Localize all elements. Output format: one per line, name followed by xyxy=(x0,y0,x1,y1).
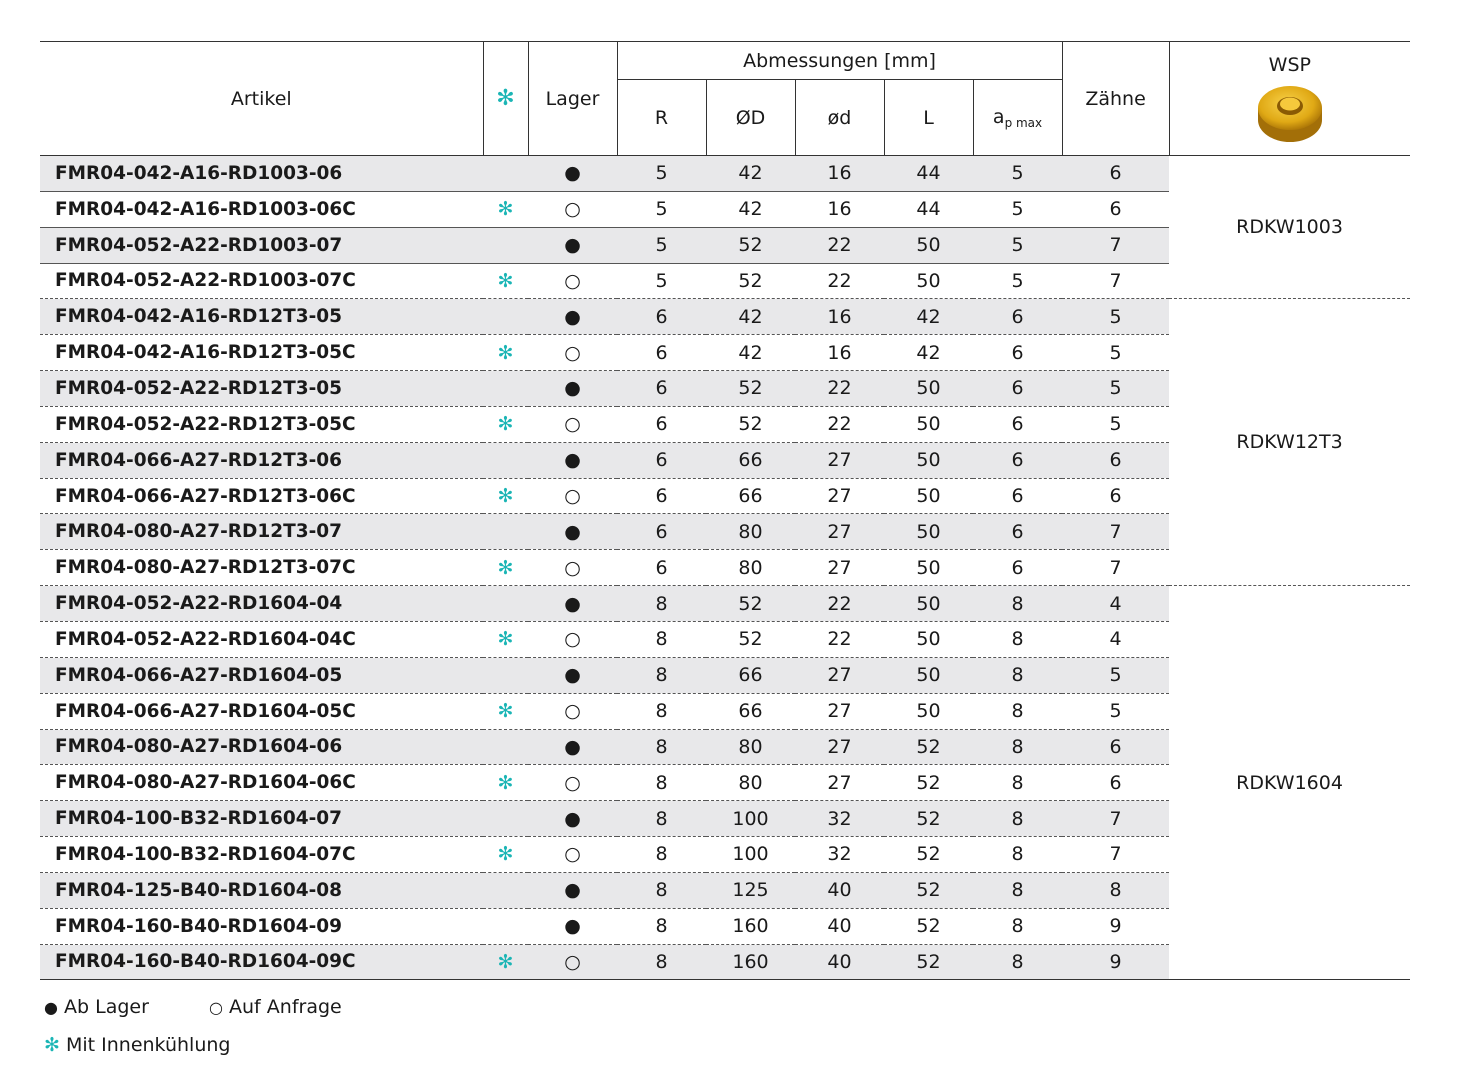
cell-od-small: 40 xyxy=(795,944,884,980)
cell-od-small: 27 xyxy=(795,765,884,801)
cell-lager: ● xyxy=(528,657,617,693)
cell-l: 44 xyxy=(884,191,973,227)
cell-zaehne: 7 xyxy=(1062,801,1169,837)
cell-lager: ● xyxy=(528,908,617,944)
cell-r: 8 xyxy=(617,944,706,980)
cell-cooling xyxy=(483,299,528,335)
table-row xyxy=(40,586,1410,622)
cell-cooling xyxy=(483,156,528,192)
cell-r: 5 xyxy=(617,191,706,227)
cell-od-small: 32 xyxy=(795,837,884,873)
cell-od-big: 42 xyxy=(706,299,795,335)
cell-zaehne: 5 xyxy=(1062,299,1169,335)
cell-od-small: 22 xyxy=(795,227,884,263)
cell-artikel: FMR04-100-B32-RD1604-07C xyxy=(40,837,483,873)
cell-lager: ● xyxy=(528,442,617,478)
cell-od-big: 52 xyxy=(706,621,795,657)
table-row xyxy=(40,156,1410,192)
cell-ap: 8 xyxy=(973,872,1062,908)
header-wsp-label: WSP xyxy=(1268,53,1311,76)
cell-cooling xyxy=(483,657,528,693)
cell-cooling xyxy=(483,514,528,550)
cell-artikel: FMR04-080-A27-RD1604-06 xyxy=(40,729,483,765)
cell-artikel: FMR04-052-A22-RD1604-04 xyxy=(40,586,483,622)
cell-artikel: FMR04-066-A27-RD1604-05C xyxy=(40,693,483,729)
cell-l: 42 xyxy=(884,299,973,335)
cell-od-big: 80 xyxy=(706,765,795,801)
cell-cooling xyxy=(483,586,528,622)
cell-artikel: FMR04-042-A16-RD12T3-05 xyxy=(40,299,483,335)
cell-od-small: 27 xyxy=(795,729,884,765)
snowflake-icon: ✻ xyxy=(44,1034,60,1056)
cell-r: 6 xyxy=(617,335,706,371)
cell-zaehne: 6 xyxy=(1062,442,1169,478)
legend-stock: Ab Lager xyxy=(64,996,149,1018)
cell-zaehne: 5 xyxy=(1062,335,1169,371)
cell-cooling xyxy=(483,729,528,765)
cell-artikel: FMR04-066-A27-RD1604-05 xyxy=(40,657,483,693)
cell-lager: ○ xyxy=(528,191,617,227)
cell-r: 6 xyxy=(617,299,706,335)
cell-od-big: 52 xyxy=(706,406,795,442)
cell-artikel: FMR04-080-A27-RD1604-06C xyxy=(40,765,483,801)
cell-od-big: 42 xyxy=(706,191,795,227)
cell-ap: 8 xyxy=(973,765,1062,801)
cell-lager: ○ xyxy=(528,335,617,371)
cell-ap: 5 xyxy=(973,191,1062,227)
cell-cooling: ✻ xyxy=(483,944,528,980)
cell-artikel: FMR04-160-B40-RD1604-09 xyxy=(40,908,483,944)
cell-lager: ● xyxy=(528,729,617,765)
cell-od-small: 16 xyxy=(795,299,884,335)
cell-zaehne: 6 xyxy=(1062,191,1169,227)
cell-cooling: ✻ xyxy=(483,837,528,873)
cell-artikel: FMR04-080-A27-RD12T3-07C xyxy=(40,550,483,586)
cell-od-big: 80 xyxy=(706,514,795,550)
header-zaehne: Zähne xyxy=(1062,42,1169,156)
cell-cooling: ✻ xyxy=(483,693,528,729)
cell-lager: ● xyxy=(528,514,617,550)
legend-request: Auf Anfrage xyxy=(229,996,342,1018)
cell-ap: 5 xyxy=(973,156,1062,192)
cell-l: 50 xyxy=(884,406,973,442)
cell-zaehne: 6 xyxy=(1062,156,1169,192)
cell-r: 8 xyxy=(617,765,706,801)
cell-r: 6 xyxy=(617,442,706,478)
cell-od-big: 160 xyxy=(706,908,795,944)
cell-cooling: ✻ xyxy=(483,263,528,299)
cell-od-big: 52 xyxy=(706,586,795,622)
empty-dot-icon: ○ xyxy=(209,998,223,1017)
filled-dot-icon: ● xyxy=(44,998,58,1017)
cell-ap: 6 xyxy=(973,335,1062,371)
cell-zaehne: 9 xyxy=(1062,908,1169,944)
cell-zaehne: 5 xyxy=(1062,693,1169,729)
header-l: L xyxy=(884,80,973,156)
cell-od-small: 40 xyxy=(795,908,884,944)
cell-artikel: FMR04-052-A22-RD12T3-05C xyxy=(40,406,483,442)
cell-lager: ○ xyxy=(528,406,617,442)
cell-r: 8 xyxy=(617,872,706,908)
cell-r: 5 xyxy=(617,227,706,263)
cell-l: 50 xyxy=(884,514,973,550)
cell-lager: ● xyxy=(528,371,617,407)
cell-artikel: FMR04-042-A16-RD1003-06 xyxy=(40,156,483,192)
cell-lager: ● xyxy=(528,586,617,622)
cell-zaehne: 7 xyxy=(1062,837,1169,873)
cell-artikel: FMR04-052-A22-RD12T3-05 xyxy=(40,371,483,407)
cell-zaehne: 5 xyxy=(1062,406,1169,442)
cell-lager: ○ xyxy=(528,263,617,299)
cell-zaehne: 5 xyxy=(1062,657,1169,693)
cell-zaehne: 6 xyxy=(1062,478,1169,514)
header-abmessungen: Abmessungen [mm] xyxy=(617,42,1062,80)
cell-od-small: 27 xyxy=(795,442,884,478)
cell-cooling: ✻ xyxy=(483,406,528,442)
round-insert-icon xyxy=(1255,82,1325,144)
cell-artikel: FMR04-080-A27-RD12T3-07 xyxy=(40,514,483,550)
cell-r: 8 xyxy=(617,837,706,873)
table-body xyxy=(40,156,1410,980)
wsp-group-label: RDKW1003 xyxy=(1169,156,1410,299)
cell-od-small: 22 xyxy=(795,406,884,442)
cell-od-small: 16 xyxy=(795,191,884,227)
cell-cooling xyxy=(483,442,528,478)
cell-l: 50 xyxy=(884,227,973,263)
cell-od-big: 42 xyxy=(706,156,795,192)
cell-r: 8 xyxy=(617,908,706,944)
cell-l: 52 xyxy=(884,908,973,944)
cell-zaehne: 7 xyxy=(1062,514,1169,550)
cell-cooling: ✻ xyxy=(483,621,528,657)
cell-ap: 6 xyxy=(973,550,1062,586)
cell-zaehne: 6 xyxy=(1062,765,1169,801)
cell-r: 8 xyxy=(617,621,706,657)
cell-od-small: 22 xyxy=(795,586,884,622)
cell-od-big: 80 xyxy=(706,729,795,765)
cell-l: 50 xyxy=(884,442,973,478)
cell-artikel: FMR04-160-B40-RD1604-09C xyxy=(40,944,483,980)
cell-ap: 8 xyxy=(973,693,1062,729)
cell-l: 52 xyxy=(884,765,973,801)
cell-artikel: FMR04-042-A16-RD12T3-05C xyxy=(40,335,483,371)
cell-od-big: 100 xyxy=(706,801,795,837)
cell-zaehne: 4 xyxy=(1062,621,1169,657)
header-artikel: Artikel xyxy=(40,42,483,156)
snowflake-icon: ✻ xyxy=(496,86,515,111)
cell-r: 8 xyxy=(617,729,706,765)
cell-ap: 8 xyxy=(973,801,1062,837)
cell-od-small: 22 xyxy=(795,263,884,299)
cell-lager: ○ xyxy=(528,944,617,980)
legend-stock-row xyxy=(44,996,342,1018)
cell-od-big: 52 xyxy=(706,371,795,407)
cell-ap: 5 xyxy=(973,227,1062,263)
legend-cooling-row xyxy=(44,1034,230,1056)
legend-cooling: Mit Innenkühlung xyxy=(65,1034,231,1056)
cell-r: 6 xyxy=(617,371,706,407)
cell-l: 50 xyxy=(884,621,973,657)
cell-ap: 8 xyxy=(973,621,1062,657)
cell-od-small: 22 xyxy=(795,621,884,657)
cell-lager: ● xyxy=(528,801,617,837)
cell-r: 8 xyxy=(617,801,706,837)
cell-ap: 6 xyxy=(973,371,1062,407)
cell-lager: ● xyxy=(528,156,617,192)
cell-cooling xyxy=(483,371,528,407)
cell-zaehne: 5 xyxy=(1062,371,1169,407)
cell-cooling: ✻ xyxy=(483,335,528,371)
cell-l: 42 xyxy=(884,335,973,371)
cell-ap: 6 xyxy=(973,514,1062,550)
cell-od-big: 66 xyxy=(706,657,795,693)
cell-cooling xyxy=(483,872,528,908)
cell-cooling: ✻ xyxy=(483,765,528,801)
cell-l: 52 xyxy=(884,729,973,765)
cell-od-small: 27 xyxy=(795,550,884,586)
cell-r: 6 xyxy=(617,406,706,442)
cell-od-big: 42 xyxy=(706,335,795,371)
cell-lager: ● xyxy=(528,299,617,335)
cell-ap: 8 xyxy=(973,729,1062,765)
table-row xyxy=(40,299,1410,335)
header-r: R xyxy=(617,80,706,156)
cell-artikel: FMR04-066-A27-RD12T3-06 xyxy=(40,442,483,478)
cell-lager: ○ xyxy=(528,837,617,873)
cell-od-big: 80 xyxy=(706,550,795,586)
cell-cooling: ✻ xyxy=(483,191,528,227)
cell-od-big: 66 xyxy=(706,693,795,729)
cell-r: 8 xyxy=(617,586,706,622)
cell-zaehne: 7 xyxy=(1062,227,1169,263)
header-cooling xyxy=(483,42,528,156)
cell-od-small: 40 xyxy=(795,872,884,908)
cell-zaehne: 7 xyxy=(1062,550,1169,586)
cell-ap: 6 xyxy=(973,406,1062,442)
cell-od-small: 22 xyxy=(795,371,884,407)
cell-r: 8 xyxy=(617,657,706,693)
cell-cooling: ✻ xyxy=(483,550,528,586)
cell-zaehne: 8 xyxy=(1062,872,1169,908)
wsp-group-label: RDKW12T3 xyxy=(1169,299,1410,586)
cell-l: 50 xyxy=(884,586,973,622)
cell-l: 50 xyxy=(884,371,973,407)
cell-ap: 6 xyxy=(973,478,1062,514)
cell-lager: ○ xyxy=(528,550,617,586)
cell-l: 50 xyxy=(884,550,973,586)
cell-cooling xyxy=(483,227,528,263)
header-od-small: ød xyxy=(795,80,884,156)
cell-zaehne: 6 xyxy=(1062,729,1169,765)
cell-od-big: 52 xyxy=(706,263,795,299)
cell-artikel: FMR04-052-A22-RD1003-07 xyxy=(40,227,483,263)
cell-ap: 8 xyxy=(973,837,1062,873)
cell-od-big: 125 xyxy=(706,872,795,908)
cell-lager: ● xyxy=(528,872,617,908)
cell-od-big: 66 xyxy=(706,442,795,478)
cell-lager: ● xyxy=(528,227,617,263)
cell-ap: 5 xyxy=(973,263,1062,299)
cell-od-big: 52 xyxy=(706,227,795,263)
cell-zaehne: 4 xyxy=(1062,586,1169,622)
cell-od-small: 16 xyxy=(795,335,884,371)
cell-l: 52 xyxy=(884,944,973,980)
cell-cooling xyxy=(483,801,528,837)
cell-artikel: FMR04-052-A22-RD1604-04C xyxy=(40,621,483,657)
product-table xyxy=(40,41,1410,980)
cell-od-small: 32 xyxy=(795,801,884,837)
cell-l: 52 xyxy=(884,837,973,873)
cell-l: 50 xyxy=(884,478,973,514)
cell-od-big: 160 xyxy=(706,944,795,980)
cell-ap: 6 xyxy=(973,299,1062,335)
cell-od-small: 27 xyxy=(795,514,884,550)
header-lager: Lager xyxy=(528,42,617,156)
header-ap: $a_{p max}$ xyxy=(973,80,1062,156)
cell-r: 6 xyxy=(617,514,706,550)
cell-l: 52 xyxy=(884,801,973,837)
cell-artikel: FMR04-125-B40-RD1604-08 xyxy=(40,872,483,908)
cell-od-small: 27 xyxy=(795,478,884,514)
cell-artikel: FMR04-100-B32-RD1604-07 xyxy=(40,801,483,837)
cell-r: 5 xyxy=(617,263,706,299)
cell-od-small: 27 xyxy=(795,657,884,693)
header-od-big: ØD xyxy=(706,80,795,156)
cell-ap: 8 xyxy=(973,657,1062,693)
cell-ap: 8 xyxy=(973,586,1062,622)
cell-r: 5 xyxy=(617,156,706,192)
cell-l: 50 xyxy=(884,657,973,693)
cell-artikel: FMR04-066-A27-RD12T3-06C xyxy=(40,478,483,514)
cell-artikel: FMR04-042-A16-RD1003-06C xyxy=(40,191,483,227)
cell-zaehne: 9 xyxy=(1062,944,1169,980)
cell-r: 6 xyxy=(617,550,706,586)
cell-lager: ○ xyxy=(528,621,617,657)
cell-od-big: 100 xyxy=(706,837,795,873)
cell-zaehne: 7 xyxy=(1062,263,1169,299)
wsp-group-label: RDKW1604 xyxy=(1169,586,1410,980)
cell-od-small: 27 xyxy=(795,693,884,729)
cell-od-big: 66 xyxy=(706,478,795,514)
cell-ap: 6 xyxy=(973,442,1062,478)
cell-lager: ○ xyxy=(528,765,617,801)
cell-ap: 8 xyxy=(973,908,1062,944)
cell-r: 8 xyxy=(617,693,706,729)
header-wsp xyxy=(1169,42,1410,156)
cell-lager: ○ xyxy=(528,478,617,514)
cell-l: 50 xyxy=(884,693,973,729)
cell-cooling: ✻ xyxy=(483,478,528,514)
cell-l: 52 xyxy=(884,872,973,908)
cell-artikel: FMR04-052-A22-RD1003-07C xyxy=(40,263,483,299)
cell-l: 44 xyxy=(884,156,973,192)
cell-r: 6 xyxy=(617,478,706,514)
cell-cooling xyxy=(483,908,528,944)
cell-od-small: 16 xyxy=(795,156,884,192)
cell-ap: 8 xyxy=(973,944,1062,980)
cell-l: 50 xyxy=(884,263,973,299)
cell-lager: ○ xyxy=(528,693,617,729)
